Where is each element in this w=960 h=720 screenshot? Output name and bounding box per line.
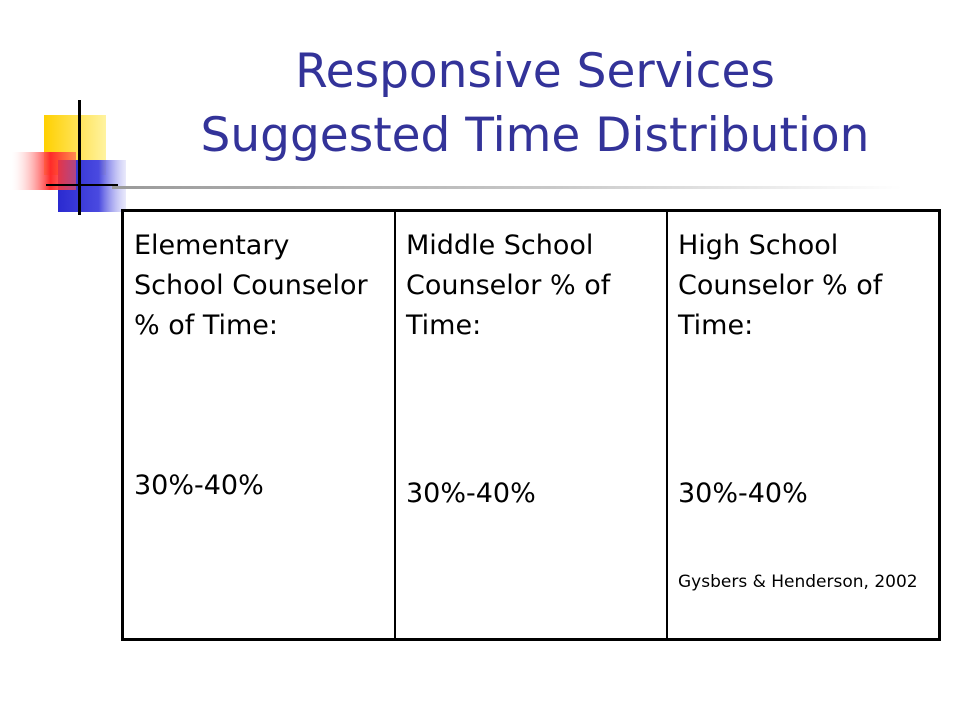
- horizontal-line: [46, 184, 118, 186]
- high-school-heading: High School Counselor % of Time:: [678, 230, 883, 341]
- citation: Gysbers & Henderson, 2002: [678, 572, 918, 592]
- middle-school-column: [394, 212, 666, 638]
- middle-school-value: 30%-40%: [406, 478, 536, 509]
- high-school-value: 30%-40%: [678, 478, 808, 509]
- elementary-column: [124, 212, 394, 638]
- title-line-1: Responsive Services: [295, 44, 775, 99]
- time-distribution-table: [121, 209, 941, 641]
- elementary-heading: Elementary School Counselor % of Time:: [134, 230, 368, 341]
- middle-school-heading: Middle School Counselor % of Time:: [406, 230, 611, 341]
- elementary-value: 30%-40%: [134, 470, 264, 501]
- title-underline: [112, 186, 902, 189]
- slide-title: [130, 40, 940, 168]
- title-line-2: Suggested Time Distribution: [200, 108, 870, 163]
- high-school-column: [666, 212, 938, 638]
- vertical-line: [78, 100, 81, 215]
